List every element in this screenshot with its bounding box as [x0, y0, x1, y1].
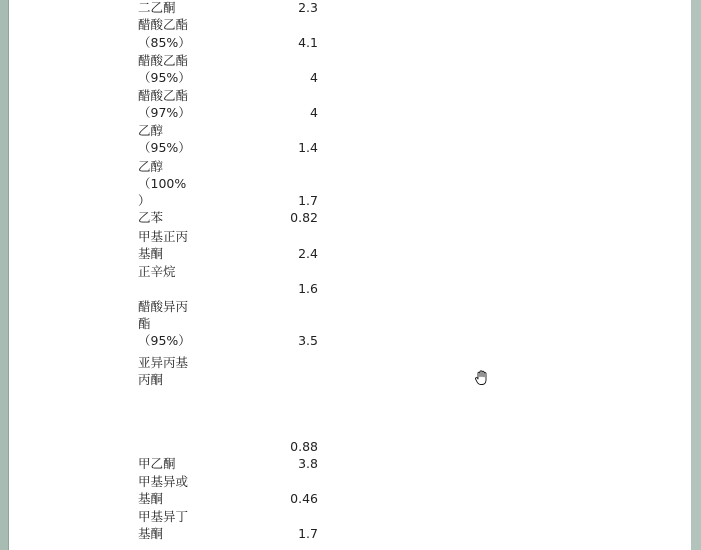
row-name-line: 醋酸乙酯	[138, 53, 189, 68]
row-value: 1.4	[298, 140, 318, 155]
row-name-line: 醋酸乙酯	[138, 17, 189, 32]
row-name-line: 基酮	[138, 246, 164, 261]
row-name-line: 亚异丙基	[138, 355, 189, 370]
row-name-line: 乙醇	[138, 159, 164, 174]
row-value: 4	[310, 70, 318, 85]
row-value: 4	[310, 105, 318, 120]
hand-cursor-icon	[473, 369, 491, 387]
row-name-line: （95%）	[138, 140, 191, 155]
row-value: 2.3	[298, 0, 318, 15]
row-value: 4.1	[298, 35, 318, 50]
row-name-line: 甲基异丁	[138, 509, 189, 524]
row-name-line: （85%）	[138, 35, 191, 50]
row-name-line: （97%）	[138, 105, 191, 120]
row-value: 0.46	[290, 491, 318, 506]
row-name-line: （95%）	[138, 333, 191, 348]
row-name-line: 乙醇	[138, 123, 164, 138]
row-value: 3.8	[298, 456, 318, 471]
window-edge	[691, 0, 701, 550]
row-name-line: 甲基正丙	[138, 229, 189, 244]
row-value: 1.7	[298, 193, 318, 208]
row-name-line: 甲基异或	[138, 474, 189, 489]
row-value: 1.7	[298, 526, 318, 541]
row-value: 0.82	[290, 210, 318, 225]
row-name-line: ）	[138, 193, 151, 208]
row-name-line: 醋酸乙酯	[138, 88, 189, 103]
row-name-line: 丙酮	[138, 372, 164, 387]
row-value: 3.5	[298, 333, 318, 348]
document-page	[9, 0, 691, 550]
row-name-line: 正辛烷	[138, 264, 176, 279]
row-name-line: （95%）	[138, 70, 191, 85]
row-value: 2.4	[298, 246, 318, 261]
row-name-line: 甲乙酮	[138, 456, 176, 471]
row-name-line: 二乙酮	[138, 0, 176, 15]
row-name-line: 乙苯	[138, 210, 164, 225]
row-name-line: 醋酸异丙	[138, 299, 189, 314]
row-name-line: （100%	[138, 176, 187, 191]
row-value: 1.6	[298, 281, 318, 296]
row-name-line: 基酮	[138, 491, 164, 506]
row-value: 0.88	[290, 439, 318, 454]
row-name-line: 基酮	[138, 526, 164, 541]
row-name-line: 酯	[138, 316, 151, 331]
